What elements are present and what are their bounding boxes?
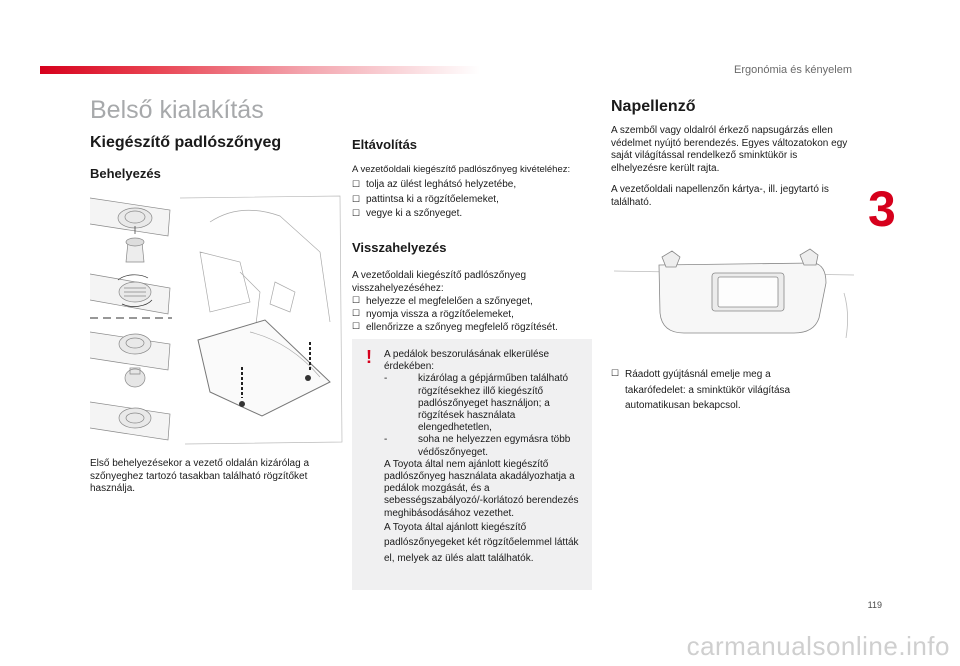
removal-title: Eltávolítás bbox=[352, 137, 418, 152]
visor-text: A szemből vagy oldalról érkező napsugárzás ellen védelmet nyújtó berendezés. Egyes változatokon egy saját világítással rendelkező sminktükör is elhelyezésre került rajta. bbox=[611, 125, 848, 174]
dash-marker: - bbox=[384, 434, 388, 446]
refit-intro: A vezetőoldali kiegészítő padlószőnyeg visszahelyezéséhez: bbox=[352, 270, 527, 294]
refit-steps bbox=[352, 295, 597, 334]
visor-text-2: A vezetőoldali napellenzőn kártya-, ill. jegytartó is található. bbox=[611, 184, 829, 208]
removal-step: ☐ tolja az ülést leghátsó helyzetébe, bbox=[352, 178, 597, 193]
section-title: Ergonómia és kényelem bbox=[733, 64, 852, 76]
header-accent-bar bbox=[40, 66, 480, 74]
warning-box bbox=[352, 339, 592, 590]
floor-mat-illustration bbox=[90, 192, 345, 454]
refit-step: ☐ helyezze el megfelelően a szőnyeget, bbox=[352, 295, 597, 308]
warning-item: - kizárólag a gépjárműben található rögzítésekhez illő kiegészítő padlószőnyeget használjon; a rögzítések használata elengedhetetlen, bbox=[384, 373, 569, 434]
warning-text bbox=[384, 349, 590, 566]
install-title: Behelyezés bbox=[90, 166, 161, 181]
removal-steps bbox=[352, 178, 597, 222]
refit-step: ☐ nyomja vissza a rögzítőelemeket, bbox=[352, 308, 597, 321]
warning-item: - soha ne helyezzen egymásra több védőszőnyeget. bbox=[384, 434, 571, 458]
install-text: Első behelyezésekor a vezető oldalán kizárólag a szőnyeghez tartozó tasakban található rögzítőket használja. bbox=[90, 458, 310, 494]
sun-visor-illustration bbox=[614, 243, 854, 338]
chapter-number: 3 bbox=[868, 181, 896, 237]
watermark: carmanualsonline.info bbox=[686, 631, 950, 661]
warning-intro: A pedálok beszorulásának elkerülése érdekében: bbox=[384, 349, 550, 373]
warning-icon: ! bbox=[366, 347, 372, 367]
visor-steps bbox=[611, 367, 831, 414]
visor-step: ☐ Ráadott gyújtásnál emelje meg a takarófedelet: a sminktükör világítása automatikusan bekapcsol. bbox=[611, 367, 831, 414]
dash-marker: - bbox=[384, 373, 388, 385]
warning-para: A Toyota által ajánlott kiegészítő padlószőnyegeket két rögzítőelemmel látták el, melyek az ülés alatt találhatók. bbox=[384, 521, 579, 564]
page-number: 119 bbox=[867, 600, 882, 610]
mat-title: Kiegészítő padlószőnyeg bbox=[90, 134, 282, 151]
warning-para: A Toyota által nem ajánlott kiegészítő padlószőnyeg használata akadályozhatja a pedálok mozgását, és a sebességszabályozó/-korlátozó berendezés meghibásodásához vezethet. bbox=[384, 458, 579, 519]
refit-step: ☐ ellenőrizze a szőnyeg megfelelő rögzítését. bbox=[352, 321, 597, 334]
removal-step: ☐ vegye ki a szőnyeget. bbox=[352, 207, 597, 222]
visor-title: Napellenző bbox=[611, 98, 696, 115]
refit-title: Visszahelyezés bbox=[352, 240, 447, 255]
page-title: Belső kialakítás bbox=[90, 96, 264, 124]
removal-intro: A vezetőoldali kiegészítő padlószőnyeg kivételéhez: bbox=[352, 164, 571, 175]
removal-step: ☐ pattintsa ki a rögzítőelemeket, bbox=[352, 193, 597, 208]
